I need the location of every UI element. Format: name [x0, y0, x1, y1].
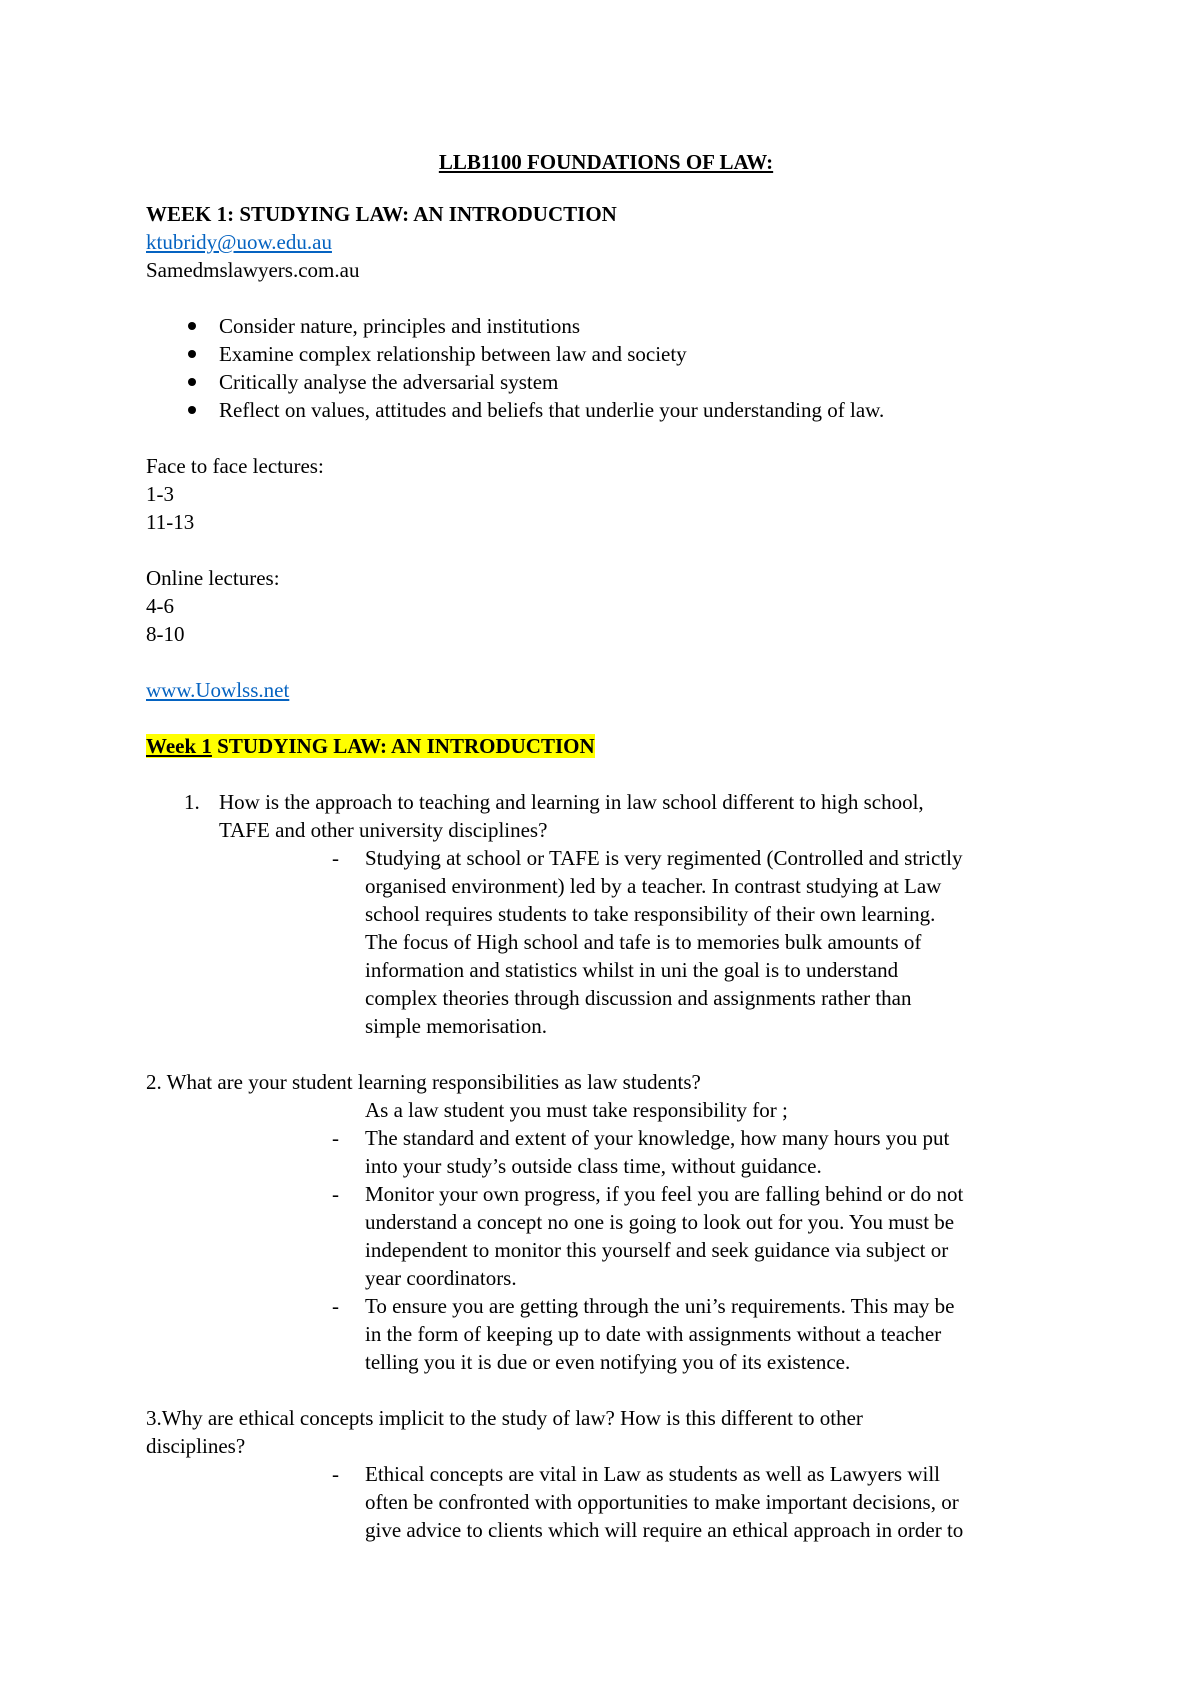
- answer-line: into your study’s outside class time, without guidance.: [365, 1154, 822, 1178]
- face-to-face-week: 11-13: [146, 510, 195, 534]
- question-3-line: 3.Why are ethical concepts implicit to the study of law? How is this different to other: [146, 1406, 863, 1430]
- answer-line: give advice to clients which will require an ethical approach in order to: [365, 1518, 964, 1542]
- answer-line: often be confronted with opportunities to make important decisions, or: [365, 1490, 959, 1514]
- section-heading: [146, 732, 1066, 760]
- answer-line: The standard and extent of your knowledge, how many hours you put: [365, 1126, 950, 1150]
- answer-line: information and statistics whilst in uni the goal is to understand: [365, 958, 899, 982]
- question-2: 2. What are your student learning responsibilities as law students?: [146, 1070, 701, 1094]
- answer-line: Studying at school or TAFE is very regimented (Controlled and strictly: [365, 846, 963, 870]
- answer-line: in the form of keeping up to date with assignments without a teacher: [365, 1322, 942, 1346]
- answer-line: understand a concept no one is going to look out for you. You must be: [365, 1210, 955, 1234]
- dash-marker: -: [332, 1294, 339, 1318]
- question-1: [146, 788, 1066, 844]
- answer-line: To ensure you are getting through the uni’s requirements. This may be: [365, 1294, 955, 1318]
- answer-line: school requires students to take responsibility of their own learning.: [365, 902, 936, 926]
- week-heading: WEEK 1: STUDYING LAW: AN INTRODUCTION: [146, 202, 617, 226]
- question-3-line: disciplines?: [146, 1434, 246, 1458]
- dash-marker: -: [332, 1126, 339, 1150]
- question-line: How is the approach to teaching and learning in law school different to high school,: [219, 790, 924, 814]
- document-title: LLB1100 FOUNDATIONS OF LAW:: [438, 150, 774, 174]
- answer-line: organised environment) led by a teacher. In contrast studying at Law: [365, 874, 942, 898]
- face-to-face-label: Face to face lectures:: [146, 454, 324, 478]
- objective-item: Consider nature, principles and institutions: [146, 312, 1066, 340]
- answer-line: telling you it is due or even notifying you of its existence.: [365, 1350, 851, 1374]
- question-number: 1.: [184, 790, 200, 814]
- answer-2-point: [146, 1124, 1066, 1180]
- answer-line: Ethical concepts are vital in Law as students as well as Lawyers will: [365, 1462, 940, 1486]
- dash-marker: -: [332, 1462, 339, 1486]
- answer-line: year coordinators.: [365, 1266, 517, 1290]
- online-week: 8-10: [146, 622, 185, 646]
- section-heading-text: STUDYING LAW: AN INTRODUCTION: [211, 734, 595, 758]
- section-week-label: Week 1: [146, 734, 212, 758]
- answer-1: [146, 844, 1066, 1040]
- dash-marker: -: [332, 846, 339, 870]
- online-label: Online lectures:: [146, 566, 280, 590]
- answer-line: Monitor your own progress, if you feel you are falling behind or do not: [365, 1182, 964, 1206]
- question-line: TAFE and other university disciplines?: [219, 818, 548, 842]
- website-text: Samedmslawyers.com.au: [146, 258, 360, 282]
- objective-item: Critically analyse the adversarial system: [146, 368, 1066, 396]
- answer-line: simple memorisation.: [365, 1014, 547, 1038]
- dash-marker: -: [332, 1182, 339, 1206]
- online-week: 4-6: [146, 594, 174, 618]
- document-page: [146, 148, 1066, 1544]
- answer-line: complex theories through discussion and assignments rather than: [365, 986, 912, 1010]
- answer-3: [146, 1460, 1066, 1544]
- face-to-face-week: 1-3: [146, 482, 174, 506]
- email-link[interactable]: ktubridy@uow.edu.au: [146, 230, 332, 254]
- objectives-list: [146, 312, 1066, 424]
- answer-2-point: [146, 1180, 1066, 1292]
- answer-line: The focus of High school and tafe is to memories bulk amounts of: [365, 930, 922, 954]
- objective-item: Reflect on values, attitudes and beliefs that underlie your understanding of law.: [146, 396, 1066, 424]
- objective-item: Examine complex relationship between law and society: [146, 340, 1066, 368]
- website-link[interactable]: www.Uowlss.net: [146, 678, 290, 702]
- answer-line: independent to monitor this yourself and seek guidance via subject or: [365, 1238, 949, 1262]
- answer-2-point: [146, 1292, 1066, 1376]
- question-2-intro: As a law student you must take responsibility for ;: [365, 1098, 788, 1122]
